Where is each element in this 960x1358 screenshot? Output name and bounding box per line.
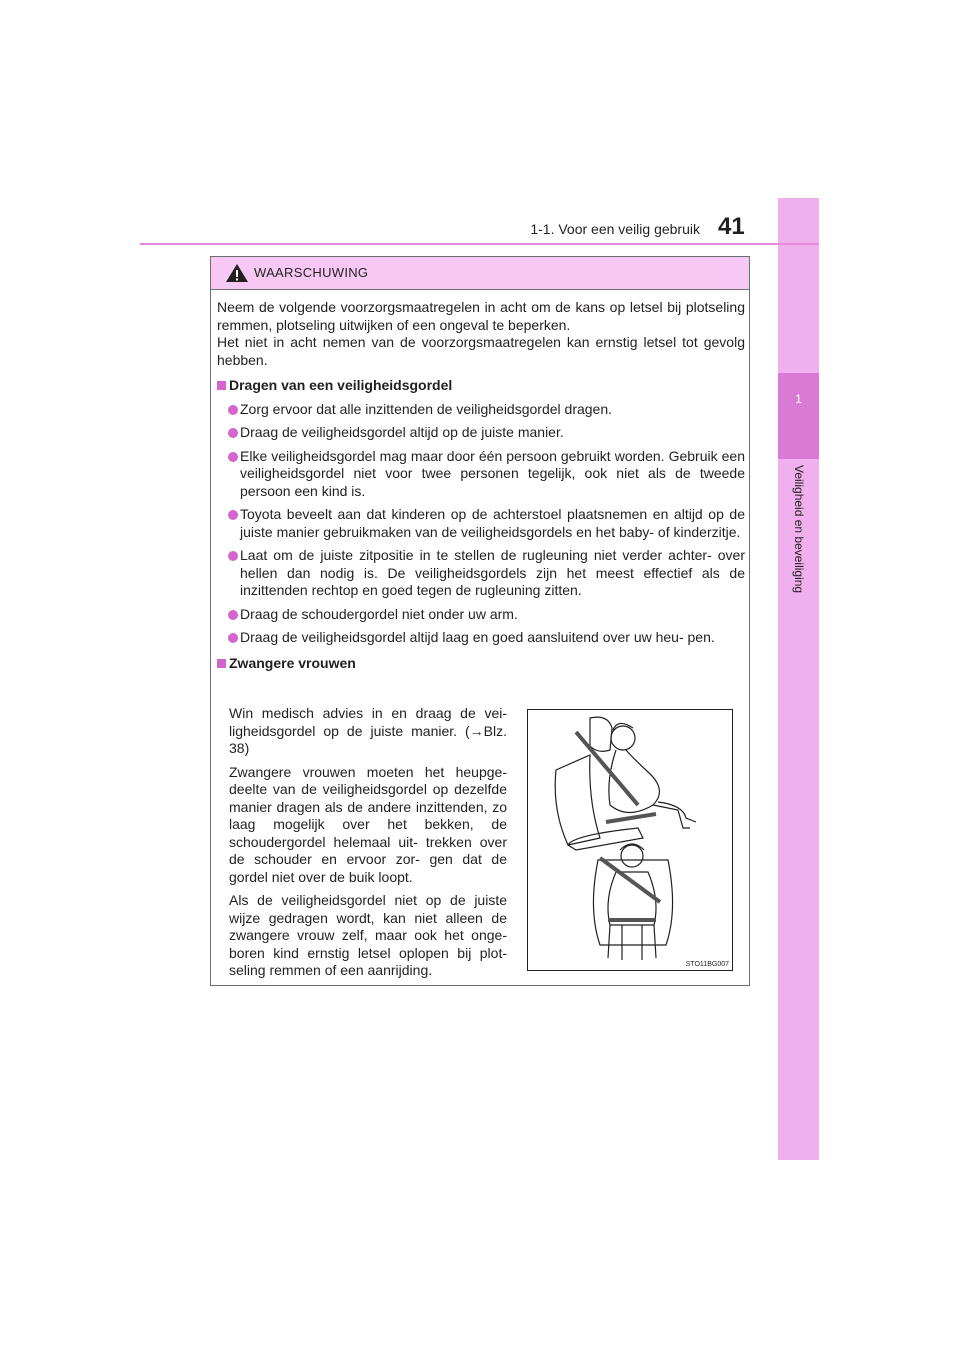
bullet-dot-icon	[228, 428, 238, 438]
bullet-item: Toyota beveelt aan dat kinderen op de achterstoel plaatsnemen en altijd op de juiste manier gebruikmaken van de veiligheidsgordels en het baby- of kinderzitje.	[217, 506, 745, 541]
bullet-dot-icon	[228, 452, 238, 462]
bullet-item: Draag de schoudergordel niet onder uw arm.	[217, 606, 745, 624]
intro-paragraph: Neem de volgende voorzorgsmaatregelen in acht om de kans op letsel bij plotseling remmen, plotseling uitwijken of een ongeval te beperken.	[217, 299, 745, 333]
bullet-dot-icon	[228, 405, 238, 415]
bullet-item: Draag de veiligheidsgordel altijd op de juiste manier.	[217, 424, 745, 442]
page-number: 41	[718, 213, 745, 240]
hair-side	[613, 723, 633, 730]
leg2-side	[658, 802, 696, 822]
chapter-number: 1	[795, 392, 802, 406]
pregnancy-text	[229, 705, 507, 986]
warning-header	[211, 257, 749, 290]
headrest-side	[590, 717, 612, 751]
shoulder-belt-side	[576, 732, 638, 805]
bullet-item: Draag de veiligheidsgordel altijd laag en goed aansluitend over uw heu- pen.	[217, 629, 745, 647]
figure-label: STO11BG007	[685, 961, 729, 968]
bullet-dot-icon	[228, 510, 238, 520]
head-front	[621, 845, 643, 867]
square-bullet-icon	[217, 659, 226, 668]
warning-content	[217, 299, 745, 672]
warning-icon	[225, 263, 249, 283]
legs-front	[608, 925, 656, 960]
head-side	[611, 726, 635, 750]
chapter-side-tab	[778, 198, 819, 1160]
bullet-item: Zorg ervoor dat alle inzittenden de veiligheidsgordel dragen.	[217, 401, 745, 419]
leg-side	[653, 805, 690, 828]
bullet-item: Elke veiligheidsgordel mag maar door één persoon gebruikt worden. Gebruik een veiligheidsgordel niet voor twee personen tegelijk, ook niet als de tweede persoon een kind is.	[217, 448, 745, 501]
pregnancy-paragraph: Zwangere vrouwen moeten het heupge- deelte van de veiligheidsgordel op dezelfde manier dragen als de andere inzittenden, zo laag mogelijk over het bekken, de schoudergordel helemaal uit- trekken over de schouder en ervoor zor- gen dat de gordel niet over de buik loopt.	[229, 763, 507, 885]
bullet-dot-icon	[228, 610, 238, 620]
intro-paragraph: Het niet in acht nemen van de voorzorgsmaatregelen kan ernstig letsel tot gevolg hebben.	[217, 334, 745, 368]
section-heading-seatbelt: Dragen van een veiligheidsgordel	[217, 377, 745, 395]
header-rule	[140, 243, 819, 245]
chapter-title: Veiligheid en beveiliging	[792, 465, 806, 594]
bullet-dot-icon	[228, 633, 238, 643]
section-title: 1-1. Voor een veilig gebruik	[530, 221, 700, 237]
pregnancy-paragraph: Als de veiligheidsgordel niet op de juiste wijze gedragen wordt, kan niet alleen de zwangere vrouw zelf, maar ook het onge- boren kind ernstig letsel oplopen bij plot- seling remmen of een aanrijding.	[229, 892, 507, 978]
seat-back-front	[593, 860, 672, 945]
chapter-tab-highlight	[778, 373, 819, 459]
pregnant-seatbelt-illustration	[527, 709, 733, 971]
warning-title: WAARSCHUWING	[254, 265, 369, 280]
seat-cushion-side	[568, 828, 643, 850]
bullet-item: Laat om de juiste zitpositie in te stellen de rugleuning niet verder achter- over hellen dan nodig is. De veiligheidsgordels zijn het meest effectief als de inzittenden rechtop en goed tegen de rugleuning zitten.	[217, 547, 745, 600]
bullet-dot-icon	[228, 551, 238, 561]
seatbelt-illustration-svg	[528, 710, 732, 970]
seat-back-side	[555, 755, 600, 845]
square-bullet-icon	[217, 381, 226, 390]
pregnancy-paragraph: Win medisch advies in en draag de vei- ligheidsgordel op de juiste manier. (→Blz. 38)	[229, 705, 507, 756]
lap-belt-side	[606, 814, 656, 822]
warning-box	[210, 256, 750, 986]
section-heading-pregnant: Zwangere vrouwen	[217, 655, 745, 673]
